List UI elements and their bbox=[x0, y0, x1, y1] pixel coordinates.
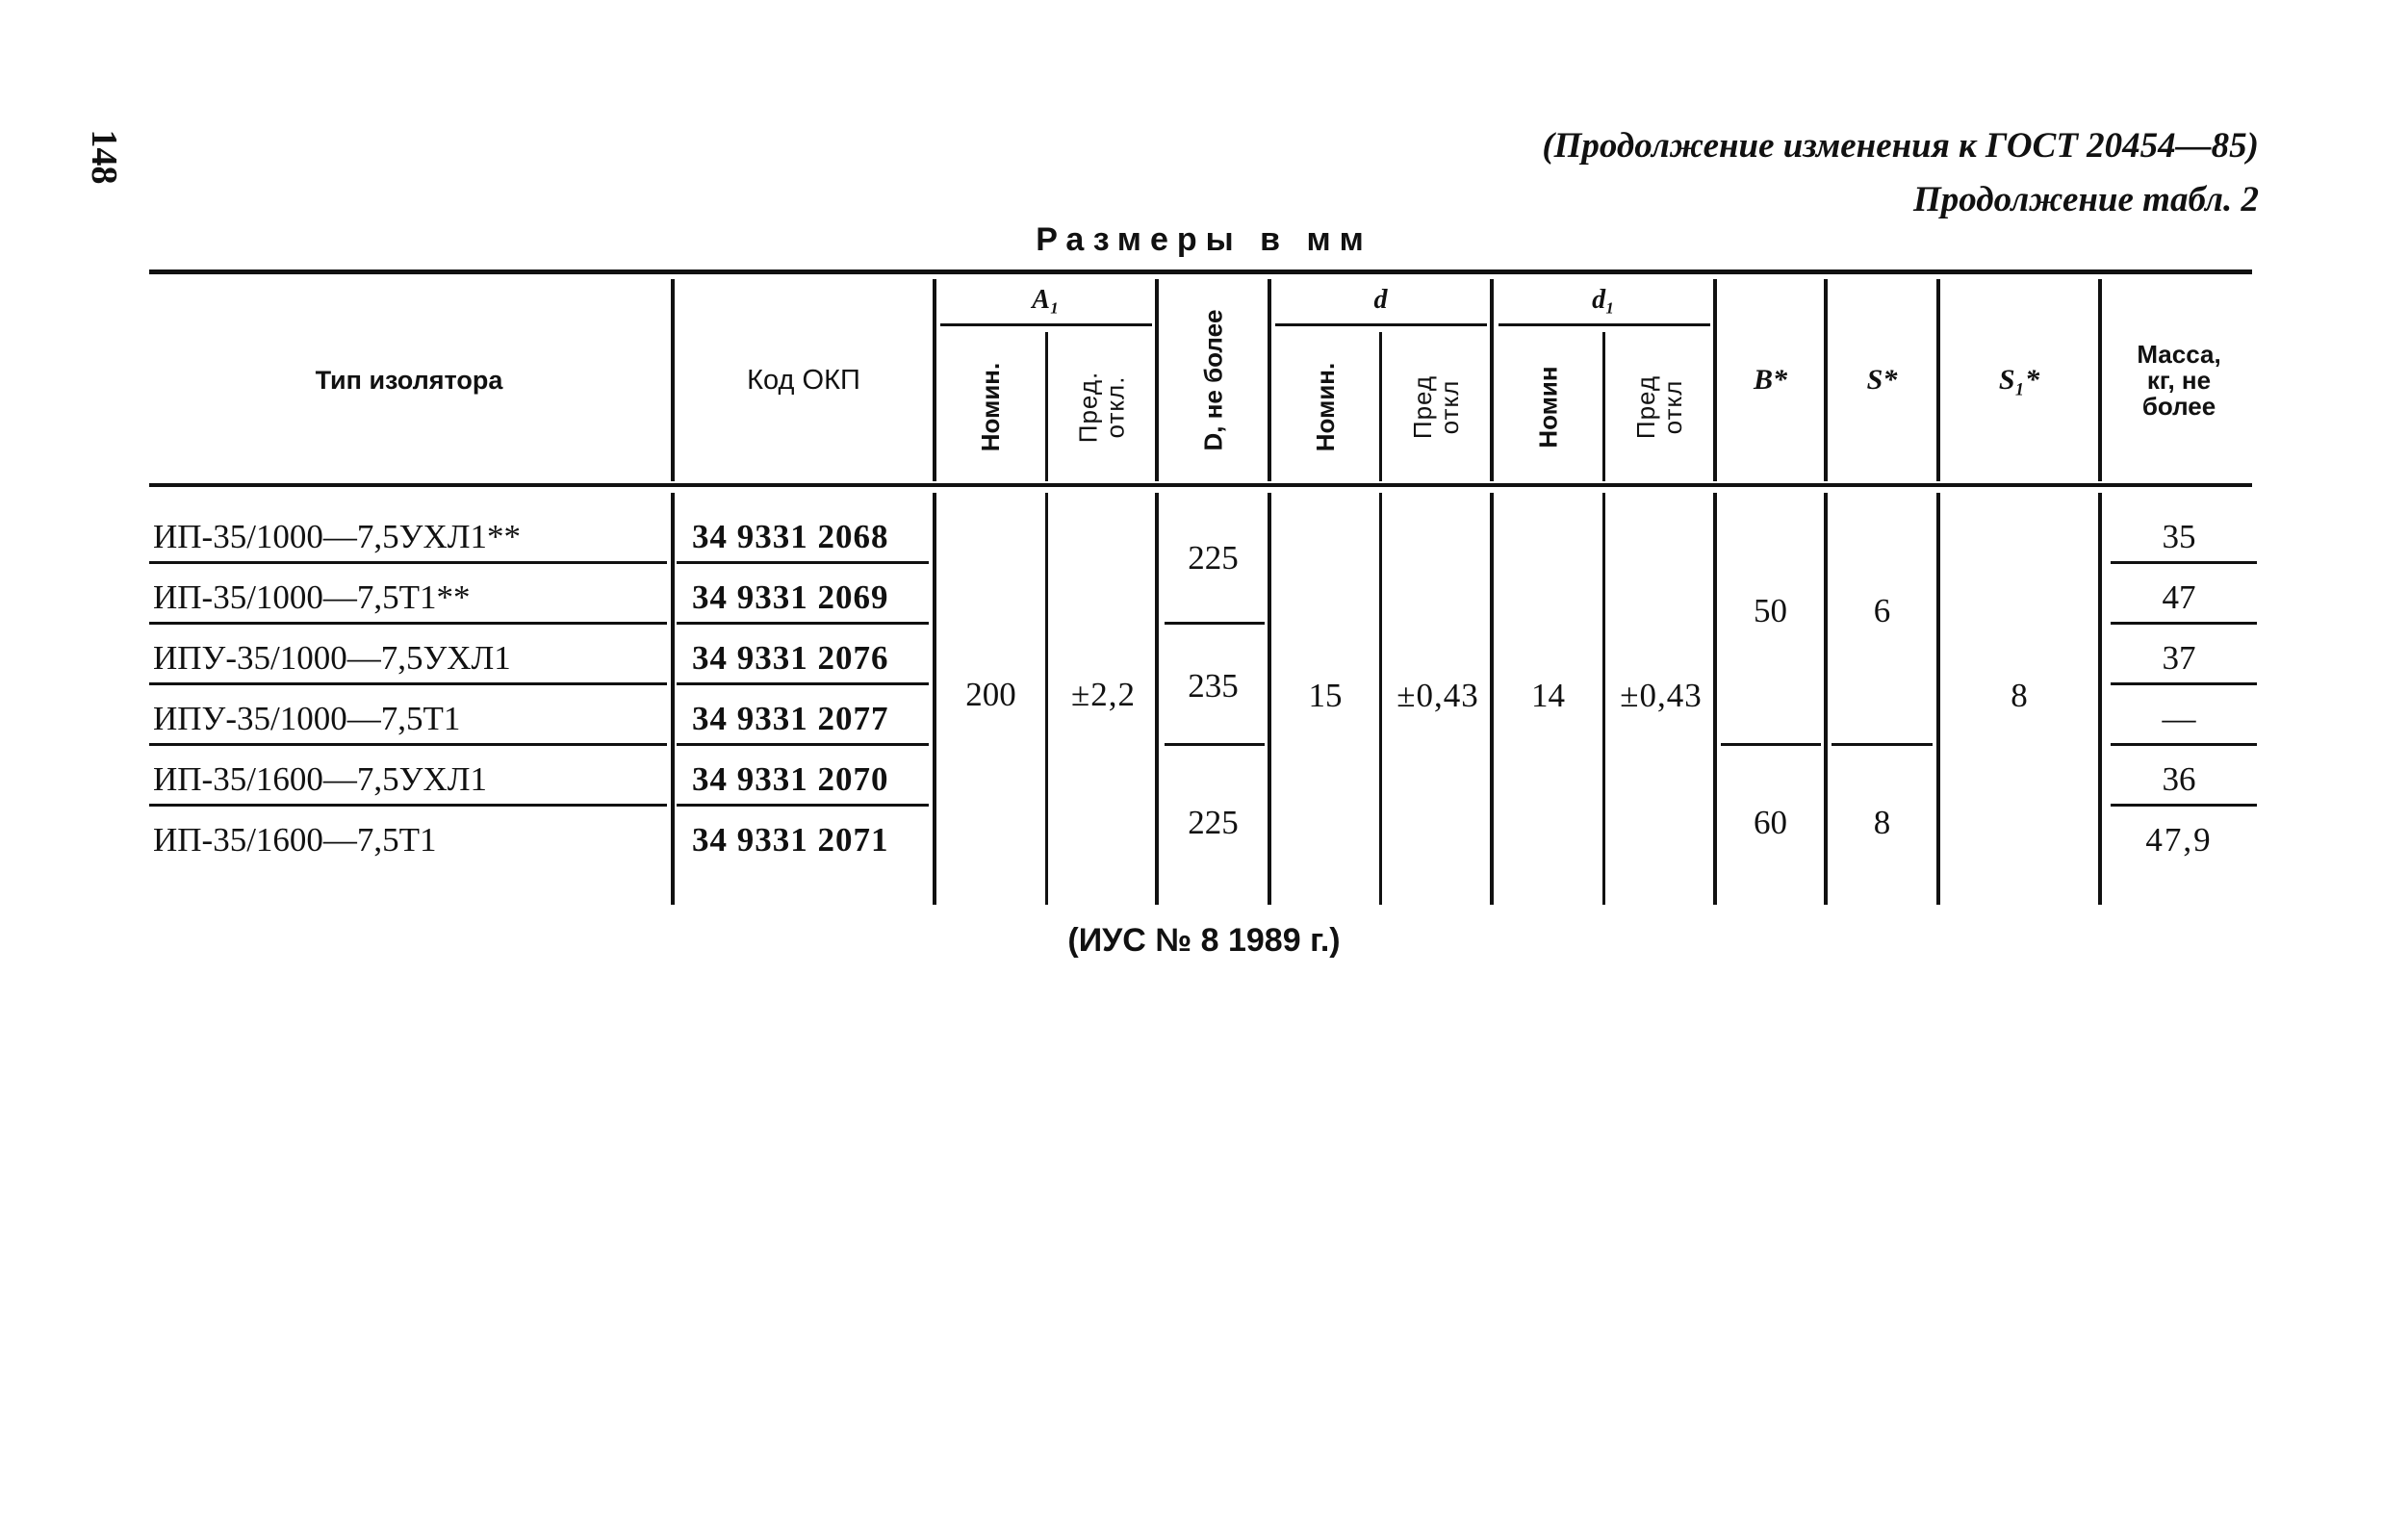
b-rule bbox=[1721, 743, 1821, 746]
row-mass: — bbox=[2162, 700, 2196, 737]
col-header-d-big: D, не более bbox=[1198, 309, 1228, 451]
s-rule bbox=[1832, 743, 1933, 746]
row-code: 34 9331 2071 bbox=[692, 821, 889, 859]
s-value-1: 6 bbox=[1873, 592, 1891, 629]
row-type: ИП-35/1000—7,5Т1** bbox=[153, 578, 471, 616]
d-dev-value: ±0,43 bbox=[1396, 677, 1479, 714]
subheader-rule-a1 bbox=[940, 323, 1152, 326]
row-type: ИП-35/1600—7,5УХЛ1 bbox=[153, 760, 487, 798]
b-value-2: 60 bbox=[1754, 804, 1787, 841]
col-header-s1: S₁* bbox=[1998, 364, 2040, 396]
d1-dev-value: ±0,43 bbox=[1620, 677, 1703, 714]
row-type: ИПУ-35/1000—7,5Т1 bbox=[153, 700, 461, 737]
footer-note: (ИУС № 8 1989 г.) bbox=[1067, 922, 1341, 959]
col-header-b: B* bbox=[1753, 364, 1787, 396]
col-header-d-nom: Номин. bbox=[1311, 362, 1340, 451]
a1-nom-value: 200 bbox=[965, 676, 1016, 713]
col-header-a1-nom: Номин. bbox=[976, 362, 1006, 451]
row-type: ИП-35/1000—7,5УХЛ1** bbox=[153, 518, 521, 555]
continuation-header: (Продолжение изменения к ГОСТ 20454—85) bbox=[1542, 126, 2259, 166]
table-caption: Размеры в мм bbox=[1036, 221, 1372, 258]
d-big-value-3: 225 bbox=[1188, 804, 1239, 841]
subheader-rule-d1 bbox=[1499, 323, 1710, 326]
col-header-mass: Масса, кг, не более bbox=[2137, 339, 2221, 421]
table-reference: Продолжение табл. 2 bbox=[1913, 180, 2259, 219]
header-bottom-rule bbox=[149, 483, 2252, 487]
row-mass: 47 bbox=[2162, 578, 2196, 616]
row-type: ИП-35/1600—7,5Т1 bbox=[153, 821, 437, 859]
col-header-type: Тип изолятора bbox=[315, 365, 503, 395]
d-nom-value: 15 bbox=[1308, 677, 1343, 714]
d1-nom-value: 14 bbox=[1531, 677, 1565, 714]
row-mass: 37 bbox=[2162, 639, 2196, 677]
row-mass: 36 bbox=[2162, 760, 2196, 798]
page-number: 148 bbox=[84, 129, 124, 185]
col-header-d: d bbox=[1373, 285, 1388, 315]
s1-value: 8 bbox=[2011, 677, 2028, 714]
a1-dev-value: ±2,2 bbox=[1071, 676, 1136, 713]
b-value-1: 50 bbox=[1754, 592, 1787, 629]
row-code: 34 9331 2068 bbox=[692, 518, 889, 555]
d-big-value-2: 235 bbox=[1188, 667, 1239, 705]
col-header-a1-dev: Пред. откл. bbox=[1073, 371, 1130, 443]
row-mass: 47,9 bbox=[2145, 821, 2213, 859]
col-header-d-dev: Пред откл bbox=[1408, 374, 1464, 439]
row-code: 34 9331 2069 bbox=[692, 578, 889, 616]
col-header-s: S* bbox=[1866, 364, 1898, 396]
s-value-2: 8 bbox=[1873, 804, 1891, 841]
d-big-rule bbox=[1165, 743, 1265, 746]
table-top-rule bbox=[149, 269, 2252, 274]
subheader-rule-d bbox=[1275, 323, 1487, 326]
row-code: 34 9331 2070 bbox=[692, 760, 889, 798]
row-code: 34 9331 2077 bbox=[692, 700, 889, 737]
row-mass: 35 bbox=[2162, 518, 2196, 555]
col-header-code: Код ОКП bbox=[747, 364, 860, 396]
col-header-d1-nom: Номин bbox=[1533, 365, 1563, 449]
row-code: 34 9331 2076 bbox=[692, 639, 889, 677]
col-header-d1: d₁ bbox=[1592, 285, 1615, 315]
col-header-a1: A₁ bbox=[1032, 285, 1060, 315]
d-big-value-1: 225 bbox=[1188, 539, 1239, 577]
d-big-rule bbox=[1165, 622, 1265, 625]
col-header-d1-dev: Пред откл bbox=[1631, 374, 1687, 439]
row-type: ИПУ-35/1000—7,5УХЛ1 bbox=[153, 639, 511, 677]
